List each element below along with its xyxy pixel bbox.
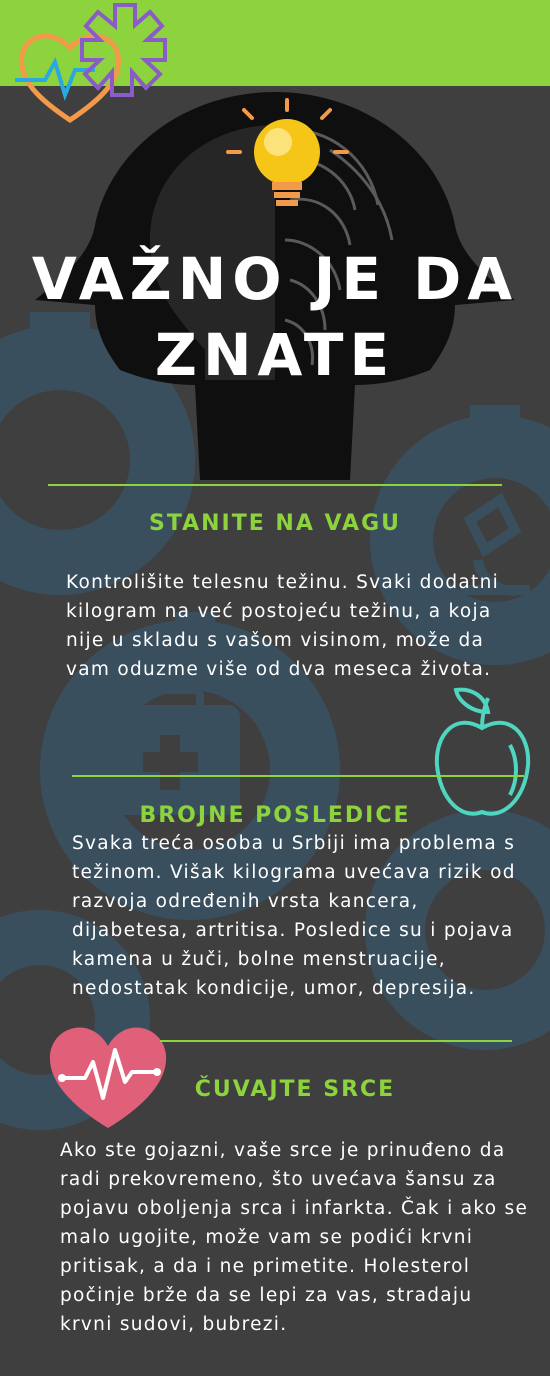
section-body: Ako ste gojazni, vaše srce je prinuđeno da radi prekovremeno, što uvećava šansu za pojavu oboljenja srca i infarkta. Čak i ako se malo ugojite, može vam se podići krvni pritisak, a da i ne primetite. Holesterol počinje brže da se lepi za vas, stradaju krvni sudovi, bubrezi. [60,1140,529,1335]
divider [48,484,502,486]
page-title-line2: ZNATE [154,321,396,389]
section-heading: STANITE NA VAGU [148,511,402,536]
section-body: Kontrolišite telesnu težinu. Svaki dodatni kilogram na već postojeću težinu, a koja nije u skladu s vašom visinom, može da vam oduzme više od dva meseca života. [66,572,500,680]
section-heading: BROJNE POSLEDICE [139,803,411,828]
page-title-line1: VAŽNO JE DA [31,245,519,313]
apple-icon [437,690,528,814]
heart-medical-logo-icon [15,5,165,120]
medical-kit-icon [100,690,240,815]
divider [160,1040,512,1042]
section-heading: ČUVAJTE SRCE [194,1077,396,1102]
section-body: Svaka treća osoba u Srbiji ima problema s težinom. Višak kilograma uvećava rizik od razvoja određenih vrsta kancera, dijabetesa, artritisa. Posledice su i pojava kamena u žuči, bolne menstruacije, nedostatak kondicije, umor, depresija. [72,833,516,999]
divider [72,775,524,777]
